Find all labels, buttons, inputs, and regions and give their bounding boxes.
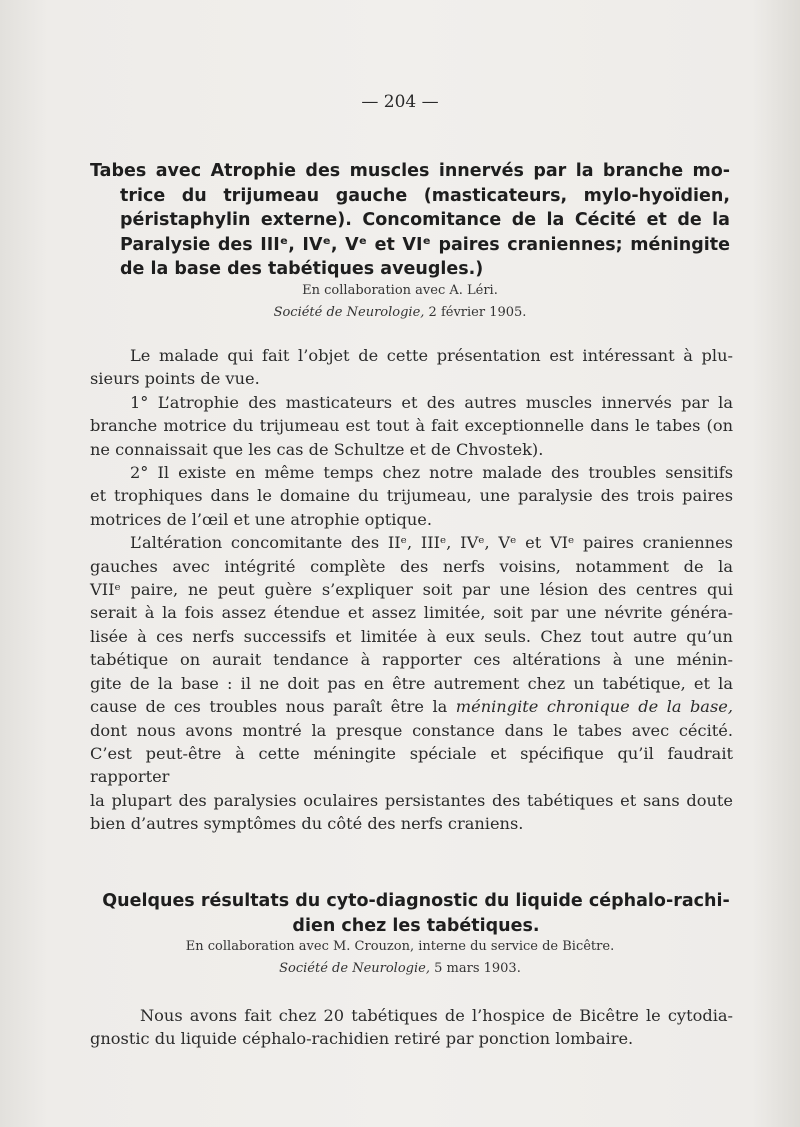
emphasis-meningite: méningite chronique de la base, <box>455 697 733 717</box>
text-line: 1° L’atrophie des masticateurs et des autres muscles innervés par la <box>130 392 733 412</box>
text-line: motrices de l’œil et une atrophie optique. <box>90 509 432 529</box>
section1-title-line: péristaphylin externe). Concomitance de la Cécité et de la <box>120 210 730 230</box>
section1-title-line: de la base des tabétiques aveugles.) <box>120 259 484 279</box>
text-line: L’altération concomitante des IIᵉ, IIIᵉ, IVᵉ, Vᵉ et VIᵉ paires craniennes <box>130 533 733 553</box>
section2-title <box>96 889 736 938</box>
section1-society: Société de Neurologie, <box>273 305 425 320</box>
section2-title-line: dien chez les tabétiques. <box>292 915 540 936</box>
section1-title-line: Tabes avec Atrophie des muscles innervés par la branche mo- <box>90 161 730 181</box>
section2-meta <box>0 936 800 980</box>
text-line: C’est peut-être à cette méningite spéciale et spécifique qu’il faudrait rapporter <box>90 743 733 787</box>
section2-body <box>90 1004 733 1051</box>
text-line: bien d’autres symptômes du côté des nerfs craniens. <box>90 814 524 834</box>
text-line: sieurs points de vue. <box>90 369 260 389</box>
text-line: Le malade qui fait l’objet de cette présentation est intéressant à plu- <box>130 346 733 365</box>
text-line: branche motrice du trijumeau est tout à fait exceptionnelle dans le tabes (on <box>90 416 733 436</box>
section1-meta <box>0 280 800 324</box>
text-line: tabétique on aurait tendance à rapporter ces altérations à une ménin- <box>90 650 733 670</box>
section1-body <box>90 344 733 836</box>
section2-collaboration: En collaboration avec M. Crouzon, interne du service de Bicêtre. <box>185 939 615 954</box>
section1-date: 2 février 1905. <box>428 305 527 320</box>
section1-collaboration: En collaboration avec A. Léri. <box>302 283 498 298</box>
text-line: gite de la base : il ne doit pas en être autrement chez un tabétique, et la <box>90 673 733 693</box>
text-line: dont nous avons montré la presque constance dans le tabes avec cécité. <box>90 720 733 740</box>
text-line: gauches avec intégrité complète des nerfs voisins, notamment de la <box>90 556 733 576</box>
text-line: serait à la fois assez étendue et assez limitée, soit par une névrite généra- <box>90 603 733 623</box>
text-line: 2° Il existe en même temps chez notre malade des troubles sensitifs <box>130 463 733 483</box>
section1-title-line: Paralysie des IIIᵉ, IVᵉ, Vᵉ et VIᵉ paires craniennes; méningite <box>120 234 730 255</box>
text-line: gnostic du liquide céphalo-rachidien retiré par ponction lombaire. <box>90 1029 634 1049</box>
text-line: lisée à ces nerfs successifs et limitée à eux seuls. Chez tout autre qu’un <box>90 626 733 646</box>
text-line: la plupart des paralysies oculaires persistantes des tabétiques et sans doute <box>90 790 733 810</box>
page-number: — 204 — <box>361 92 439 112</box>
section1-society-line <box>0 302 800 324</box>
text-line-with-emphasis <box>90 695 733 718</box>
text-line: et trophiques dans le domaine du trijumeau, une paralysie des trois paires <box>90 486 733 506</box>
section2-date: 5 mars 1903. <box>434 961 521 976</box>
section1-title-line: trice du trijumeau gauche (masticateurs, mylo-hyoïdien, <box>120 185 730 206</box>
text-line: Nous avons fait chez 20 tabétiques de l’hospice de Bicêtre le cytodia- <box>140 1006 733 1025</box>
text-segment: cause de ces troubles nous paraît être la <box>90 697 448 717</box>
text-line: VIIᵉ paire, ne peut guère s’expliquer soit par une lésion des centres qui <box>90 580 733 600</box>
section2-society-line <box>0 958 800 980</box>
section2-society: Société de Neurologie, <box>279 961 430 976</box>
section2-title-line: Quelques résultats du cyto-diagnostic du liquide céphalo-rachi- <box>102 891 730 911</box>
section1-title <box>90 159 730 282</box>
text-line: ne connaissait que les cas de Schultze et de Chvostek). <box>90 439 544 459</box>
